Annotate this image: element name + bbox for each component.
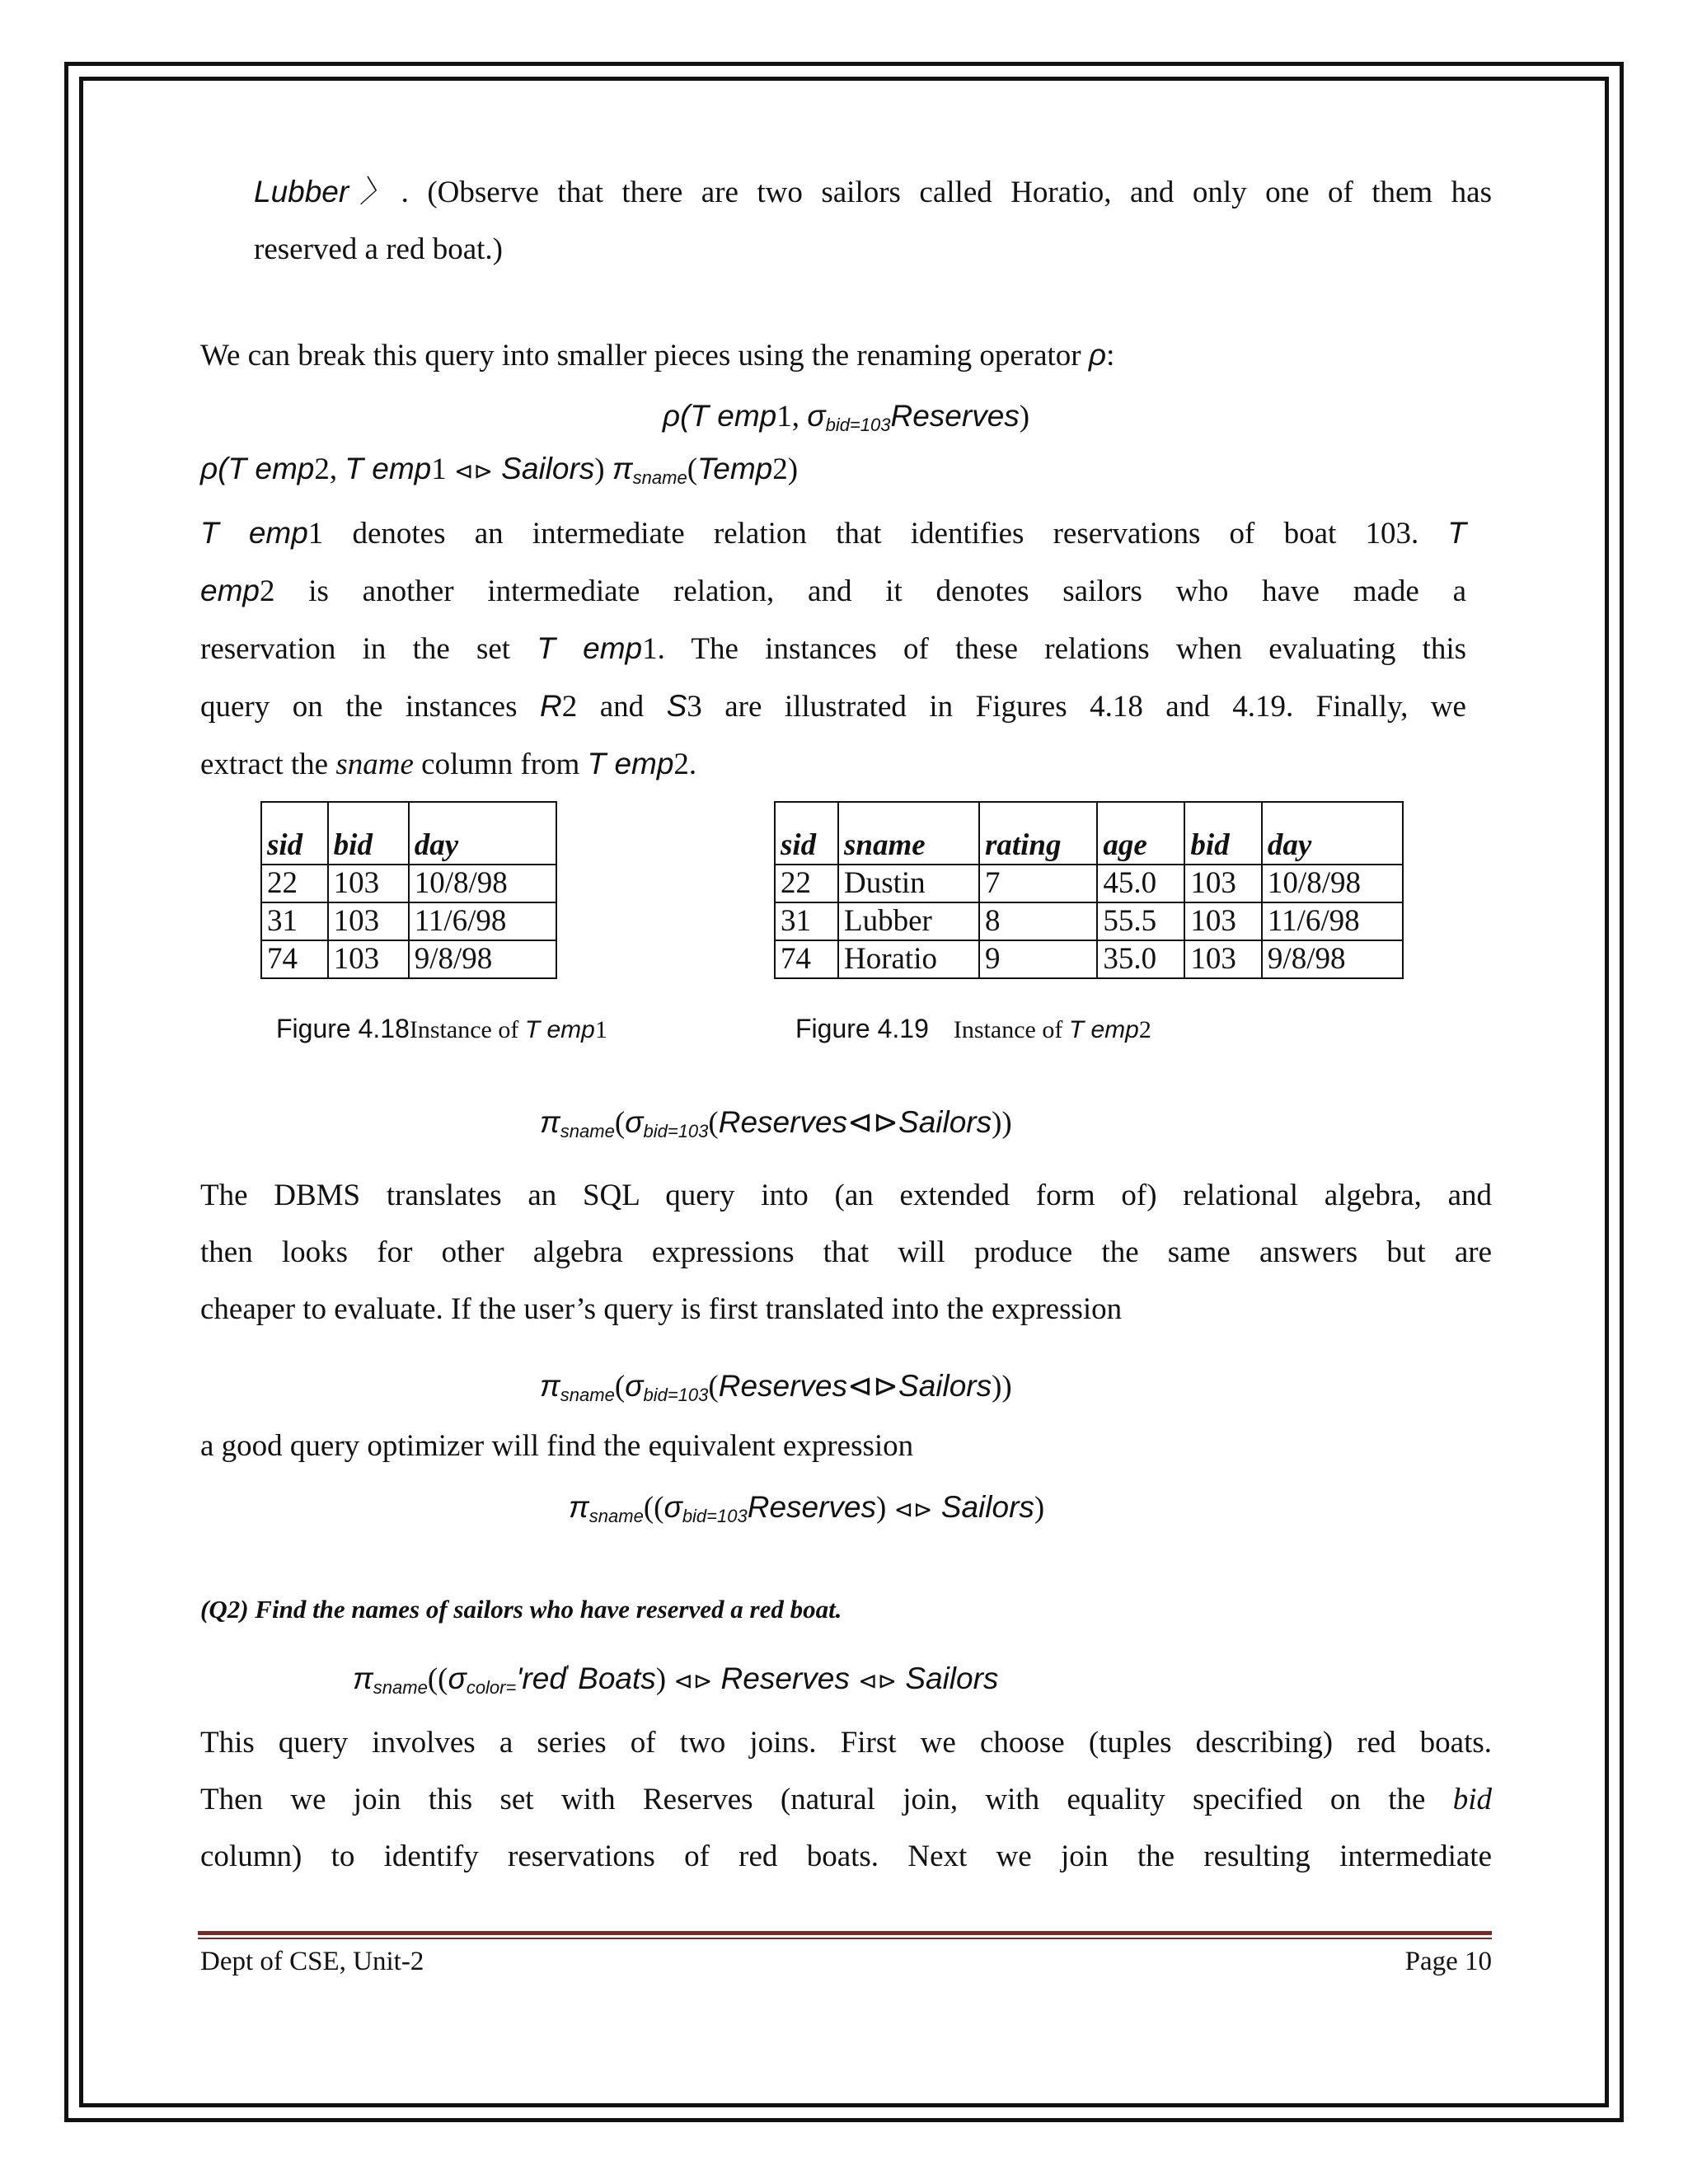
table-cell: 35.0	[1097, 940, 1184, 978]
formula-equivalent-expression: $\pi_{sname}((\sigma_{bid=103}Reserves)$ ⊲⊳ Sailors)	[569, 1490, 1045, 1526]
intro-paragraph	[254, 163, 1492, 278]
explanation-paragraph	[200, 504, 1466, 793]
footer-rule-thin	[198, 1938, 1492, 1939]
formula-rename-temp1: ρ(T emp1, $\sigma_{bid=103}Reserves$)	[662, 399, 1030, 435]
explain-line-5: extract the sname column from T emp2.	[200, 747, 697, 781]
table-cell: 74	[261, 940, 328, 978]
column-header: sname	[838, 802, 979, 865]
table-row	[261, 865, 556, 902]
q2-heading: (Q2) Find the names of sailors who have reserved a red boat.	[200, 1595, 842, 1624]
table-cell: 31	[261, 902, 328, 940]
formula-rename-temp2: ρ(T emp2, T emp1 ⊲⊳ Sailors) $\pi_{sname}(Temp2)$	[200, 452, 799, 488]
column-header: bid	[328, 802, 409, 865]
footer-page-number: Page 10	[1404, 1947, 1492, 1976]
explain-line-2: emp2 is another intermediate relation, and it denotes sailors who have made a	[200, 574, 1466, 608]
table-cell: 11/6/98	[1262, 902, 1403, 940]
column-header: sid	[261, 802, 328, 865]
explain-line-3: reservation in the set T emp1. The instances of these relations when evaluating this	[200, 631, 1467, 666]
table-cell: 11/6/98	[409, 902, 556, 940]
column-header: age	[1097, 802, 1184, 865]
table-header-row	[261, 802, 556, 865]
q2-line-2: Then we join this set with Reserves (natural join, with equality specified on the bid	[200, 1783, 1492, 1816]
intro-line-2: reserved a red boat.)	[254, 232, 503, 266]
formula-projection-1: $\pi_{sname}(\sigma_{bid=103}(Reserves⊲⊳Sailors))$	[540, 1105, 1012, 1141]
table-cell: 103	[1184, 865, 1262, 902]
dbms-line-3: cheaper to evaluate. If the user’s query is first translated into the expression	[200, 1292, 1123, 1326]
table-cell: 103	[328, 865, 409, 902]
footer-dept: Dept of CSE, Unit-2	[200, 1947, 424, 1976]
column-header: bid	[1184, 802, 1262, 865]
table-temp2	[774, 801, 1404, 979]
formula-red-boats: $\pi_{sname}((\sigma_{color=}'red'$ Boats) ⊲⊳ Reserves ⊲⊳ Sailors	[353, 1661, 999, 1698]
formula-projection-2: $\pi_{sname}(\sigma_{bid=103}(Reserves⊲⊳Sailors))$	[540, 1369, 1012, 1405]
table-cell: 103	[1184, 902, 1262, 940]
table-row	[261, 902, 556, 940]
figure-caption-4-18: Figure 4.18Instance of T emp1	[276, 1014, 607, 1043]
column-header: day	[409, 802, 556, 865]
footer-rule	[198, 1931, 1492, 1935]
table-row	[775, 865, 1403, 902]
table-cell: 22	[261, 865, 328, 902]
table-cell: 22	[775, 865, 838, 902]
table-header-row	[775, 802, 1403, 865]
break-sentence: We can break this query into smaller pieces using the renaming operator ρ:	[200, 338, 1115, 373]
table-cell: 103	[1184, 940, 1262, 978]
table-cell: 74	[775, 940, 838, 978]
table-cell: Lubber	[838, 902, 979, 940]
table-row	[775, 940, 1403, 978]
table-row	[775, 902, 1403, 940]
table-cell: Horatio	[838, 940, 979, 978]
table-cell: 10/8/98	[409, 865, 556, 902]
dbms-line-1: The DBMS translates an SQL query into (an extended form of) relational algebra, and	[200, 1179, 1492, 1212]
table-cell: 9/8/98	[1262, 940, 1403, 978]
figure-caption-4-19: Figure 4.19 Instance of T emp2	[795, 1014, 1151, 1043]
dbms-line-2: then looks for other algebra expressions that will produce the same answers but are	[200, 1235, 1492, 1269]
explain-line-1: T emp1 denotes an intermediate relation that identifies reservations of boat 103. T	[200, 516, 1466, 551]
column-header: rating	[979, 802, 1097, 865]
column-header: sid	[775, 802, 838, 865]
q2-paragraph	[200, 1714, 1492, 1885]
table-cell: Dustin	[838, 865, 979, 902]
column-header: day	[1262, 802, 1403, 865]
dbms-paragraph	[200, 1167, 1492, 1338]
q2-line-3: column) to identify reservations of red boats. Next we join the resulting intermediate	[200, 1840, 1492, 1873]
table-cell: 7	[979, 865, 1097, 902]
table-cell: 55.5	[1097, 902, 1184, 940]
table-cell: 9/8/98	[409, 940, 556, 978]
table-cell: 9	[979, 940, 1097, 978]
table-cell: 31	[775, 902, 838, 940]
q2-line-1: This query involves a series of two joins. First we choose (tuples describing) red boats.	[200, 1726, 1492, 1760]
table-cell: 103	[328, 902, 409, 940]
explain-line-4: query on the instances R2 and S3 are illustrated in Figures 4.18 and 4.19. Finally, we	[200, 689, 1466, 724]
table-cell: 10/8/98	[1262, 865, 1403, 902]
intro-line-1: Lubber〉. (Observe that there are two sailors called Horatio, and only one of them has	[254, 175, 1492, 209]
optimizer-line: a good query optimizer will find the equivalent expression	[200, 1429, 914, 1463]
table-cell: 103	[328, 940, 409, 978]
table-cell: 45.0	[1097, 865, 1184, 902]
table-cell: 8	[979, 902, 1097, 940]
table-temp1	[260, 801, 557, 979]
table-row	[261, 940, 556, 978]
